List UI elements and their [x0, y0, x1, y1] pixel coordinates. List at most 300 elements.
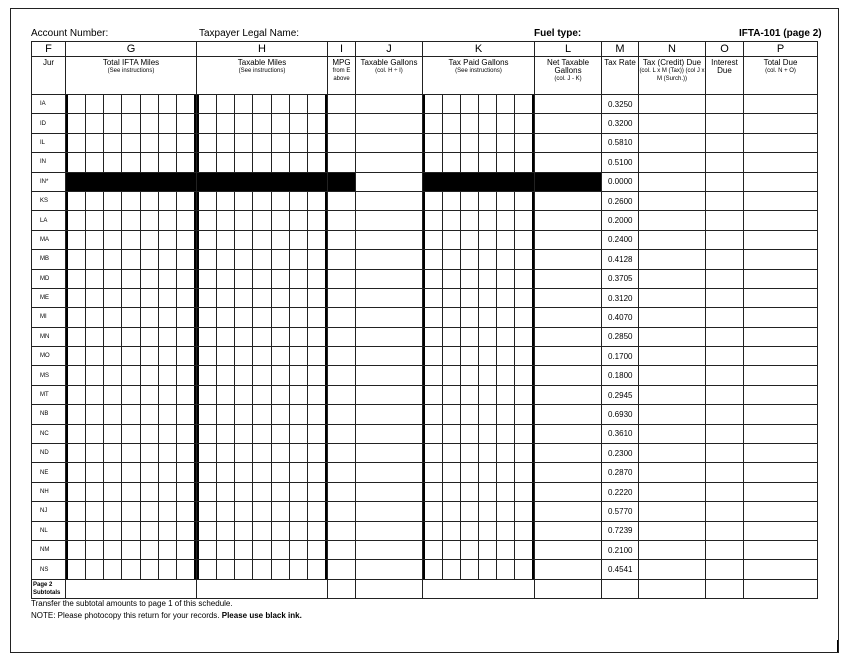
- digit-entry-field[interactable]: [423, 133, 535, 152]
- digit-box[interactable]: [308, 425, 325, 443]
- total-due-field[interactable]: [744, 95, 818, 114]
- interest-due-field[interactable]: [706, 502, 744, 521]
- digit-box[interactable]: [461, 425, 479, 443]
- digit-box[interactable]: [104, 211, 122, 229]
- digit-box[interactable]: [443, 231, 461, 249]
- total-due-field[interactable]: [744, 327, 818, 346]
- interest-due-field[interactable]: [706, 405, 744, 424]
- digit-box[interactable]: [217, 153, 235, 171]
- interest-due-field[interactable]: [706, 521, 744, 540]
- digit-entry-field[interactable]: [66, 133, 197, 152]
- digit-box[interactable]: [515, 95, 532, 113]
- digit-box[interactable]: [86, 541, 104, 559]
- digit-box[interactable]: [159, 134, 177, 152]
- digit-box[interactable]: [122, 211, 140, 229]
- digit-box[interactable]: [235, 386, 253, 404]
- digit-box[interactable]: [515, 560, 532, 578]
- digit-box[interactable]: [461, 502, 479, 520]
- total-due-field[interactable]: [744, 521, 818, 540]
- digit-box[interactable]: [290, 95, 308, 113]
- digit-box[interactable]: [122, 114, 140, 132]
- taxable-gallons-field[interactable]: [356, 172, 423, 191]
- tax-due-field[interactable]: [639, 347, 706, 366]
- digit-box[interactable]: [290, 134, 308, 152]
- subtotal-net-gallons[interactable]: [535, 579, 602, 598]
- digit-box[interactable]: [199, 444, 217, 462]
- digit-box[interactable]: [86, 250, 104, 268]
- digit-box[interactable]: [443, 425, 461, 443]
- digit-box[interactable]: [104, 366, 122, 384]
- digit-box[interactable]: [104, 405, 122, 423]
- mpg-field[interactable]: [328, 230, 356, 249]
- digit-box[interactable]: [122, 231, 140, 249]
- digit-entry-field[interactable]: [66, 191, 197, 210]
- mpg-field[interactable]: [328, 444, 356, 463]
- digit-box[interactable]: [68, 560, 86, 578]
- digit-box[interactable]: [425, 502, 443, 520]
- total-due-field[interactable]: [744, 482, 818, 501]
- digit-box[interactable]: [308, 114, 325, 132]
- net-taxable-gallons-field[interactable]: [535, 482, 602, 501]
- digit-box[interactable]: [177, 134, 194, 152]
- digit-box[interactable]: [443, 134, 461, 152]
- digit-entry-field[interactable]: [197, 347, 328, 366]
- digit-box[interactable]: [461, 463, 479, 481]
- digit-entry-field[interactable]: [66, 211, 197, 230]
- digit-box[interactable]: [68, 502, 86, 520]
- digit-box[interactable]: [290, 444, 308, 462]
- digit-box[interactable]: [253, 308, 271, 326]
- digit-box[interactable]: [159, 502, 177, 520]
- digit-box[interactable]: [479, 347, 497, 365]
- digit-box[interactable]: [141, 444, 159, 462]
- digit-box[interactable]: [253, 134, 271, 152]
- digit-box[interactable]: [479, 328, 497, 346]
- net-taxable-gallons-field[interactable]: [535, 502, 602, 521]
- digit-entry-field[interactable]: [197, 269, 328, 288]
- digit-entry-field[interactable]: [423, 211, 535, 230]
- digit-box[interactable]: [104, 289, 122, 307]
- mpg-field[interactable]: [328, 95, 356, 114]
- taxable-gallons-field[interactable]: [356, 153, 423, 172]
- digit-box[interactable]: [497, 95, 515, 113]
- digit-box[interactable]: [253, 347, 271, 365]
- digit-entry-field[interactable]: [66, 482, 197, 501]
- digit-box[interactable]: [235, 541, 253, 559]
- digit-box[interactable]: [479, 405, 497, 423]
- digit-box[interactable]: [141, 289, 159, 307]
- digit-box[interactable]: [461, 95, 479, 113]
- taxable-gallons-field[interactable]: [356, 327, 423, 346]
- digit-box[interactable]: [68, 270, 86, 288]
- digit-box[interactable]: [253, 483, 271, 501]
- digit-box[interactable]: [308, 560, 325, 578]
- digit-entry-field[interactable]: [66, 463, 197, 482]
- digit-box[interactable]: [497, 134, 515, 152]
- digit-box[interactable]: [177, 444, 194, 462]
- digit-box[interactable]: [122, 483, 140, 501]
- interest-due-field[interactable]: [706, 560, 744, 579]
- digit-box[interactable]: [199, 289, 217, 307]
- tax-due-field[interactable]: [639, 308, 706, 327]
- digit-entry-field[interactable]: [423, 405, 535, 424]
- interest-due-field[interactable]: [706, 540, 744, 559]
- digit-box[interactable]: [141, 425, 159, 443]
- digit-box[interactable]: [479, 483, 497, 501]
- digit-entry-field[interactable]: [197, 521, 328, 540]
- digit-box[interactable]: [290, 192, 308, 210]
- digit-entry-field[interactable]: [197, 366, 328, 385]
- net-taxable-gallons-field[interactable]: [535, 230, 602, 249]
- digit-box[interactable]: [217, 328, 235, 346]
- digit-box[interactable]: [443, 308, 461, 326]
- digit-box[interactable]: [104, 328, 122, 346]
- digit-box[interactable]: [235, 192, 253, 210]
- digit-entry-field[interactable]: [197, 250, 328, 269]
- digit-box[interactable]: [425, 522, 443, 540]
- net-taxable-gallons-field[interactable]: [535, 540, 602, 559]
- taxable-gallons-field[interactable]: [356, 114, 423, 133]
- taxable-gallons-field[interactable]: [356, 560, 423, 579]
- taxable-gallons-field[interactable]: [356, 95, 423, 114]
- digit-box[interactable]: [68, 134, 86, 152]
- digit-box[interactable]: [425, 95, 443, 113]
- digit-box[interactable]: [290, 114, 308, 132]
- mpg-field[interactable]: [328, 327, 356, 346]
- digit-entry-field[interactable]: [66, 327, 197, 346]
- digit-box[interactable]: [290, 425, 308, 443]
- digit-box[interactable]: [68, 463, 86, 481]
- digit-entry-field[interactable]: [66, 269, 197, 288]
- mpg-field[interactable]: [328, 191, 356, 210]
- digit-box[interactable]: [308, 328, 325, 346]
- digit-entry-field[interactable]: [197, 230, 328, 249]
- digit-box[interactable]: [515, 405, 532, 423]
- tax-due-field[interactable]: [639, 327, 706, 346]
- digit-box[interactable]: [122, 289, 140, 307]
- digit-entry-field[interactable]: [423, 114, 535, 133]
- digit-box[interactable]: [68, 211, 86, 229]
- tax-due-field[interactable]: [639, 540, 706, 559]
- digit-box[interactable]: [272, 328, 290, 346]
- digit-box[interactable]: [308, 211, 325, 229]
- digit-box[interactable]: [141, 250, 159, 268]
- digit-box[interactable]: [86, 405, 104, 423]
- digit-box[interactable]: [497, 502, 515, 520]
- digit-box[interactable]: [177, 250, 194, 268]
- digit-box[interactable]: [272, 560, 290, 578]
- digit-entry-field[interactable]: [423, 230, 535, 249]
- digit-box[interactable]: [104, 231, 122, 249]
- digit-box[interactable]: [253, 366, 271, 384]
- digit-box[interactable]: [290, 522, 308, 540]
- digit-box[interactable]: [86, 444, 104, 462]
- digit-box[interactable]: [177, 95, 194, 113]
- digit-box[interactable]: [86, 95, 104, 113]
- digit-box[interactable]: [290, 483, 308, 501]
- digit-box[interactable]: [461, 211, 479, 229]
- digit-box[interactable]: [497, 444, 515, 462]
- digit-box[interactable]: [461, 134, 479, 152]
- tax-due-field[interactable]: [639, 482, 706, 501]
- taxable-gallons-field[interactable]: [356, 308, 423, 327]
- total-due-field[interactable]: [744, 502, 818, 521]
- digit-box[interactable]: [461, 444, 479, 462]
- digit-box[interactable]: [86, 153, 104, 171]
- total-due-field[interactable]: [744, 153, 818, 172]
- digit-box[interactable]: [104, 153, 122, 171]
- digit-box[interactable]: [272, 522, 290, 540]
- total-due-field[interactable]: [744, 308, 818, 327]
- digit-entry-field[interactable]: [423, 327, 535, 346]
- digit-box[interactable]: [253, 502, 271, 520]
- digit-box[interactable]: [425, 289, 443, 307]
- taxable-gallons-field[interactable]: [356, 347, 423, 366]
- digit-box[interactable]: [253, 328, 271, 346]
- digit-box[interactable]: [104, 386, 122, 404]
- digit-box[interactable]: [141, 308, 159, 326]
- digit-box[interactable]: [235, 95, 253, 113]
- digit-box[interactable]: [443, 522, 461, 540]
- digit-box[interactable]: [515, 308, 532, 326]
- digit-box[interactable]: [308, 386, 325, 404]
- total-due-field[interactable]: [744, 366, 818, 385]
- digit-box[interactable]: [308, 308, 325, 326]
- digit-box[interactable]: [290, 347, 308, 365]
- digit-box[interactable]: [497, 405, 515, 423]
- interest-due-field[interactable]: [706, 250, 744, 269]
- digit-box[interactable]: [515, 211, 532, 229]
- digit-box[interactable]: [68, 425, 86, 443]
- taxable-gallons-field[interactable]: [356, 250, 423, 269]
- digit-box[interactable]: [141, 211, 159, 229]
- mpg-field[interactable]: [328, 288, 356, 307]
- taxable-gallons-field[interactable]: [356, 366, 423, 385]
- taxable-gallons-field[interactable]: [356, 405, 423, 424]
- digit-box[interactable]: [443, 153, 461, 171]
- digit-box[interactable]: [425, 211, 443, 229]
- digit-entry-field[interactable]: [66, 347, 197, 366]
- digit-entry-field[interactable]: [423, 347, 535, 366]
- digit-box[interactable]: [177, 366, 194, 384]
- digit-entry-field[interactable]: [423, 424, 535, 443]
- digit-box[interactable]: [141, 347, 159, 365]
- digit-box[interactable]: [425, 231, 443, 249]
- digit-box[interactable]: [159, 153, 177, 171]
- digit-box[interactable]: [104, 463, 122, 481]
- digit-box[interactable]: [253, 425, 271, 443]
- digit-box[interactable]: [443, 405, 461, 423]
- digit-entry-field[interactable]: [66, 424, 197, 443]
- digit-box[interactable]: [425, 114, 443, 132]
- digit-box[interactable]: [461, 192, 479, 210]
- subtotal-tax-rate[interactable]: [602, 579, 639, 598]
- digit-box[interactable]: [217, 366, 235, 384]
- digit-box[interactable]: [272, 231, 290, 249]
- digit-box[interactable]: [443, 289, 461, 307]
- digit-box[interactable]: [122, 405, 140, 423]
- digit-box[interactable]: [104, 192, 122, 210]
- taxable-gallons-field[interactable]: [356, 521, 423, 540]
- digit-entry-field[interactable]: [423, 482, 535, 501]
- digit-box[interactable]: [217, 134, 235, 152]
- digit-box[interactable]: [308, 366, 325, 384]
- digit-box[interactable]: [177, 114, 194, 132]
- digit-box[interactable]: [122, 425, 140, 443]
- net-taxable-gallons-field[interactable]: [535, 463, 602, 482]
- digit-box[interactable]: [308, 289, 325, 307]
- digit-box[interactable]: [217, 483, 235, 501]
- digit-box[interactable]: [290, 153, 308, 171]
- digit-box[interactable]: [425, 192, 443, 210]
- digit-box[interactable]: [235, 522, 253, 540]
- digit-box[interactable]: [217, 560, 235, 578]
- digit-box[interactable]: [199, 270, 217, 288]
- digit-entry-field[interactable]: [423, 463, 535, 482]
- digit-box[interactable]: [497, 211, 515, 229]
- digit-box[interactable]: [253, 231, 271, 249]
- subtotal-total-miles[interactable]: [66, 579, 197, 598]
- digit-box[interactable]: [479, 444, 497, 462]
- digit-box[interactable]: [497, 425, 515, 443]
- digit-box[interactable]: [235, 153, 253, 171]
- digit-box[interactable]: [443, 270, 461, 288]
- digit-box[interactable]: [479, 95, 497, 113]
- digit-entry-field[interactable]: [423, 288, 535, 307]
- mpg-field[interactable]: [328, 153, 356, 172]
- digit-box[interactable]: [272, 114, 290, 132]
- digit-box[interactable]: [86, 231, 104, 249]
- net-taxable-gallons-field[interactable]: [535, 269, 602, 288]
- digit-box[interactable]: [425, 134, 443, 152]
- digit-box[interactable]: [515, 250, 532, 268]
- digit-entry-field[interactable]: [423, 191, 535, 210]
- digit-box[interactable]: [290, 250, 308, 268]
- digit-entry-field[interactable]: [66, 366, 197, 385]
- digit-entry-field[interactable]: [66, 385, 197, 404]
- digit-box[interactable]: [159, 95, 177, 113]
- digit-entry-field[interactable]: [66, 95, 197, 114]
- digit-box[interactable]: [461, 250, 479, 268]
- digit-box[interactable]: [253, 386, 271, 404]
- mpg-field[interactable]: [328, 114, 356, 133]
- interest-due-field[interactable]: [706, 366, 744, 385]
- digit-box[interactable]: [443, 250, 461, 268]
- digit-box[interactable]: [86, 192, 104, 210]
- total-due-field[interactable]: [744, 560, 818, 579]
- digit-box[interactable]: [515, 231, 532, 249]
- mpg-field[interactable]: [328, 366, 356, 385]
- digit-box[interactable]: [86, 289, 104, 307]
- total-due-field[interactable]: [744, 385, 818, 404]
- interest-due-field[interactable]: [706, 424, 744, 443]
- tax-due-field[interactable]: [639, 211, 706, 230]
- digit-box[interactable]: [217, 250, 235, 268]
- digit-box[interactable]: [443, 483, 461, 501]
- digit-box[interactable]: [290, 405, 308, 423]
- digit-box[interactable]: [253, 463, 271, 481]
- digit-box[interactable]: [479, 386, 497, 404]
- interest-due-field[interactable]: [706, 153, 744, 172]
- digit-box[interactable]: [68, 308, 86, 326]
- digit-box[interactable]: [235, 134, 253, 152]
- digit-box[interactable]: [515, 328, 532, 346]
- digit-box[interactable]: [199, 560, 217, 578]
- subtotal-mpg[interactable]: [328, 579, 356, 598]
- digit-box[interactable]: [217, 211, 235, 229]
- digit-box[interactable]: [235, 289, 253, 307]
- digit-box[interactable]: [497, 231, 515, 249]
- digit-box[interactable]: [104, 502, 122, 520]
- interest-due-field[interactable]: [706, 308, 744, 327]
- interest-due-field[interactable]: [706, 444, 744, 463]
- digit-box[interactable]: [68, 289, 86, 307]
- digit-box[interactable]: [479, 134, 497, 152]
- interest-due-field[interactable]: [706, 95, 744, 114]
- digit-box[interactable]: [497, 483, 515, 501]
- digit-box[interactable]: [461, 483, 479, 501]
- digit-box[interactable]: [515, 114, 532, 132]
- total-due-field[interactable]: [744, 288, 818, 307]
- total-due-field[interactable]: [744, 172, 818, 191]
- digit-box[interactable]: [217, 386, 235, 404]
- digit-box[interactable]: [272, 483, 290, 501]
- digit-box[interactable]: [308, 153, 325, 171]
- digit-box[interactable]: [461, 347, 479, 365]
- digit-box[interactable]: [515, 386, 532, 404]
- digit-box[interactable]: [497, 270, 515, 288]
- digit-box[interactable]: [443, 444, 461, 462]
- digit-box[interactable]: [199, 541, 217, 559]
- digit-box[interactable]: [141, 366, 159, 384]
- digit-box[interactable]: [443, 114, 461, 132]
- digit-entry-field[interactable]: [197, 444, 328, 463]
- interest-due-field[interactable]: [706, 269, 744, 288]
- digit-box[interactable]: [235, 308, 253, 326]
- digit-box[interactable]: [199, 463, 217, 481]
- digit-box[interactable]: [497, 328, 515, 346]
- digit-box[interactable]: [461, 541, 479, 559]
- digit-box[interactable]: [235, 211, 253, 229]
- digit-box[interactable]: [497, 289, 515, 307]
- digit-box[interactable]: [479, 541, 497, 559]
- interest-due-field[interactable]: [706, 133, 744, 152]
- digit-entry-field[interactable]: [423, 269, 535, 288]
- digit-box[interactable]: [443, 502, 461, 520]
- digit-box[interactable]: [479, 463, 497, 481]
- tax-due-field[interactable]: [639, 405, 706, 424]
- digit-box[interactable]: [497, 541, 515, 559]
- digit-box[interactable]: [479, 560, 497, 578]
- digit-box[interactable]: [104, 250, 122, 268]
- digit-box[interactable]: [199, 211, 217, 229]
- taxable-gallons-field[interactable]: [356, 269, 423, 288]
- digit-box[interactable]: [104, 560, 122, 578]
- digit-box[interactable]: [272, 425, 290, 443]
- digit-box[interactable]: [253, 153, 271, 171]
- digit-box[interactable]: [122, 308, 140, 326]
- digit-box[interactable]: [479, 231, 497, 249]
- digit-box[interactable]: [515, 425, 532, 443]
- digit-box[interactable]: [177, 328, 194, 346]
- digit-box[interactable]: [217, 289, 235, 307]
- digit-entry-field[interactable]: [423, 250, 535, 269]
- digit-box[interactable]: [159, 560, 177, 578]
- tax-due-field[interactable]: [639, 385, 706, 404]
- digit-box[interactable]: [217, 502, 235, 520]
- digit-box[interactable]: [199, 522, 217, 540]
- digit-box[interactable]: [141, 328, 159, 346]
